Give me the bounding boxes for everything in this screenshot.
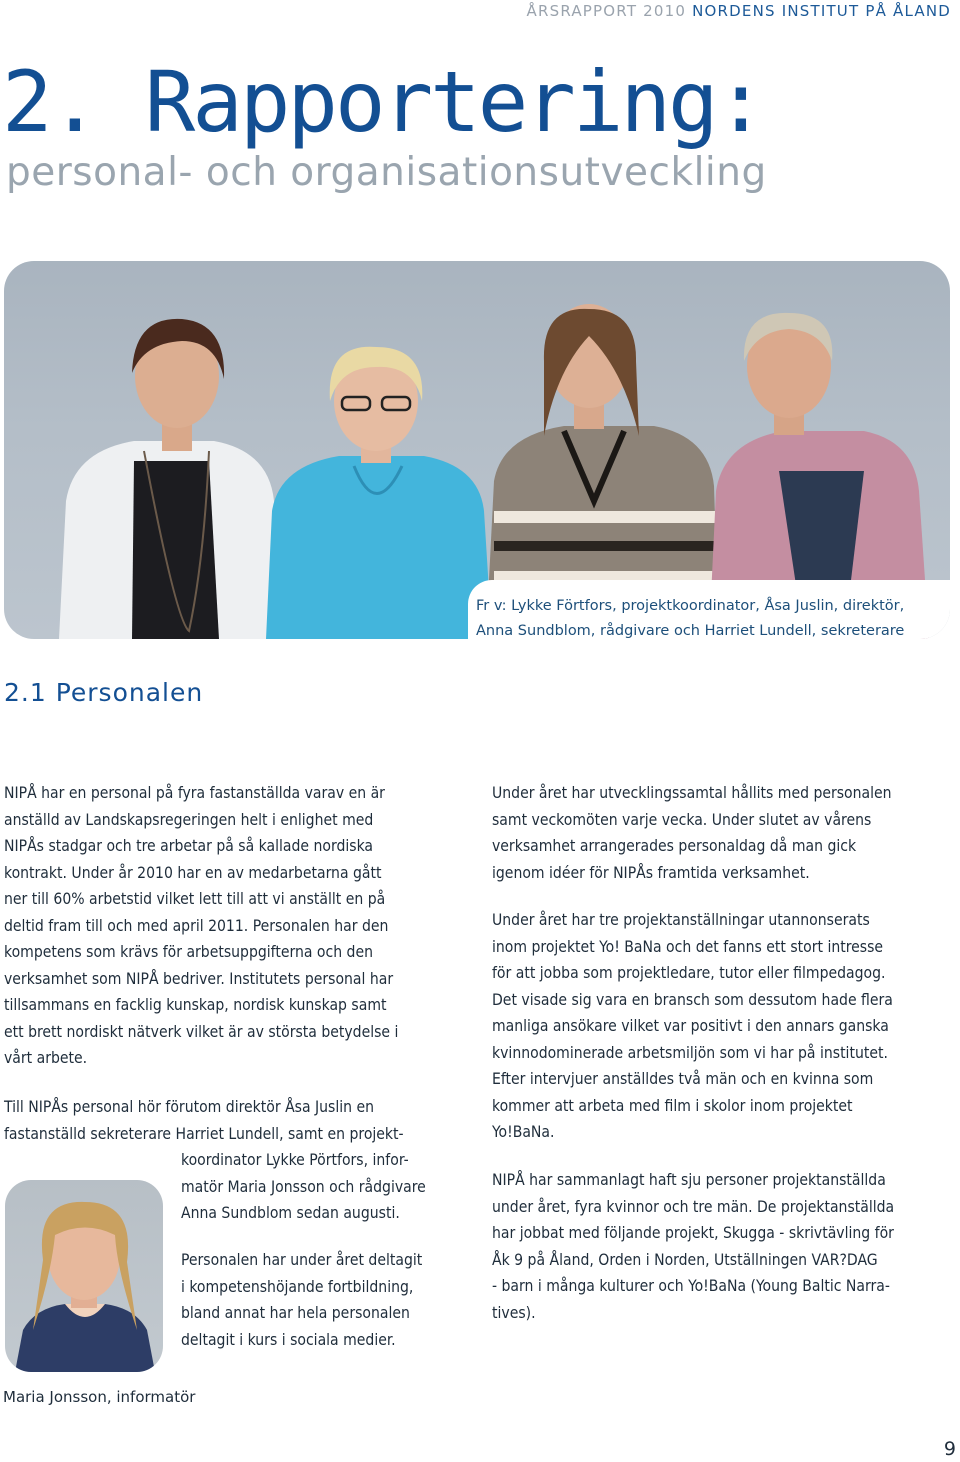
text-line: Efter intervjuer anställdes två män och en kvinna som [492, 1070, 874, 1088]
text-line: NIPÅs stadgar och tre arbetar på så kallade nordiska [4, 837, 374, 855]
caption-line: Fr v: Lykke Förtfors, projektkoordinator, Åsa Juslin, direktör, [476, 598, 905, 614]
section-heading: 2.1 Personalen [4, 678, 204, 707]
left-paragraph-2 [4, 1094, 464, 1147]
text-line: Åk 9 på Åland, Orden i Norden, Utställningen VAR?DAG [492, 1250, 878, 1269]
text-line: deltagit i kurs i sociala medier. [181, 1330, 396, 1349]
right-paragraph-2 [492, 907, 952, 1146]
organization-name: NORDENS INSTITUT PÅ ÅLAND [692, 2, 951, 20]
left-paragraph-4 [181, 1247, 471, 1353]
text-line: Till NIPÅs personal hör förutom direktör Åsa Juslin en [4, 1098, 375, 1116]
page-number: 9 [943, 1438, 956, 1460]
portrait-photo [5, 1180, 163, 1372]
text-line: ett brett nordiskt nätverk vilket är av största betydelse i [4, 1022, 399, 1041]
right-paragraph-3 [492, 1167, 952, 1326]
text-line: anställd av Landskapsregeringen helt i enlighet med [4, 810, 374, 829]
text-line: koordinator Lykke Pörtfors, infor- [181, 1151, 409, 1169]
text-line: samt veckomöten varje vecka. Under slutet av vårens [492, 810, 872, 829]
text-line: Under året har utvecklingssamtal hållits med personalen [492, 784, 892, 802]
text-line: vårt arbete. [4, 1049, 88, 1067]
running-header [527, 2, 951, 20]
chapter-subtitle: personal- och organisationsutveckling [6, 150, 767, 195]
left-paragraph-1 [4, 780, 454, 1072]
caption-line: Anna Sundblom, rådgivare och Harriet Lundell, sekreterare [476, 623, 905, 639]
portrait-caption: Maria Jonsson, informatör [3, 1388, 196, 1406]
text-line: manliga ansökare vilket var positivt i den annars ganska [492, 1017, 889, 1035]
text-line: kompetens som krävs för arbetsuppgifterna och den [4, 943, 373, 961]
group-photo-caption [476, 594, 956, 644]
text-line: Under året har tre projektanställningar utannonserats [492, 911, 870, 929]
text-line: NIPÅ har sammanlagt haft sju personer projektanställda [492, 1171, 886, 1189]
text-line: har jobbat med följande projekt, Skugga - skrivtävling för [492, 1224, 894, 1242]
left-paragraph-3 [181, 1147, 471, 1227]
person-1-figure [59, 319, 279, 639]
text-line: matör Maria Jonsson och rådgivare [181, 1177, 426, 1196]
text-line: kvinnodominerade arbetsmiljön som vi har på institutet. [492, 1043, 888, 1062]
text-line: i kompetenshöjande fortbildning, [181, 1277, 414, 1296]
text-line: Det visade sig vara en bransch som dessutom hade flera [492, 990, 893, 1009]
text-line: verksamhet som NIPÅ bedriver. Institutets personal har [4, 969, 394, 988]
text-line: - barn i många kulturer och Yo!BaNa (Young Baltic Narra- [492, 1277, 890, 1295]
text-line: NIPÅ har en personal på fyra fastanställda varav en är [4, 784, 385, 802]
report-label: ÅRSRAPPORT 2010 [526, 2, 687, 20]
text-line: fastanställd sekreterare Harriet Lundell, samt en projekt- [4, 1124, 404, 1143]
text-line: inom projektet Yo! BaNa och det fanns ett stort intresse [492, 937, 884, 956]
portrait-illustration [5, 1180, 163, 1372]
text-line: kontrakt. Under år 2010 har en av medarbetarna gått [4, 863, 382, 882]
text-line: tives). [492, 1303, 536, 1322]
text-line: ner till 60% arbetstid vilket lett till att vi anställt en på [4, 890, 386, 908]
right-paragraph-1 [492, 780, 952, 886]
text-line: under året, fyra kvinnor och tre män. De projektanställda [492, 1197, 895, 1216]
text-line: deltid fram till och med april 2011. Personalen har den [4, 916, 389, 935]
text-line: för att jobba som projektledare, tutor eller filmpedagog. [492, 964, 886, 982]
text-line: igenom idéer för NIPÅs framtida verksamhet. [492, 863, 810, 882]
text-line: kommer att arbeta med film i skolor inom projektet [492, 1096, 853, 1115]
text-line: Personalen har under året deltagit [181, 1251, 423, 1269]
person-2-figure [266, 347, 492, 639]
text-line: tillsammans en facklig kunskap, nordisk kunskap samt [4, 996, 387, 1014]
text-line: Yo!BaNa. [492, 1123, 555, 1141]
group-photo [4, 261, 950, 639]
text-line: bland annat har hela personalen [181, 1304, 410, 1322]
text-line: Anna Sundblom sedan augusti. [181, 1204, 400, 1222]
chapter-title: 2. Rapportering: [2, 53, 764, 151]
text-line: verksamhet arrangerades personaldag då man gick [492, 837, 857, 855]
